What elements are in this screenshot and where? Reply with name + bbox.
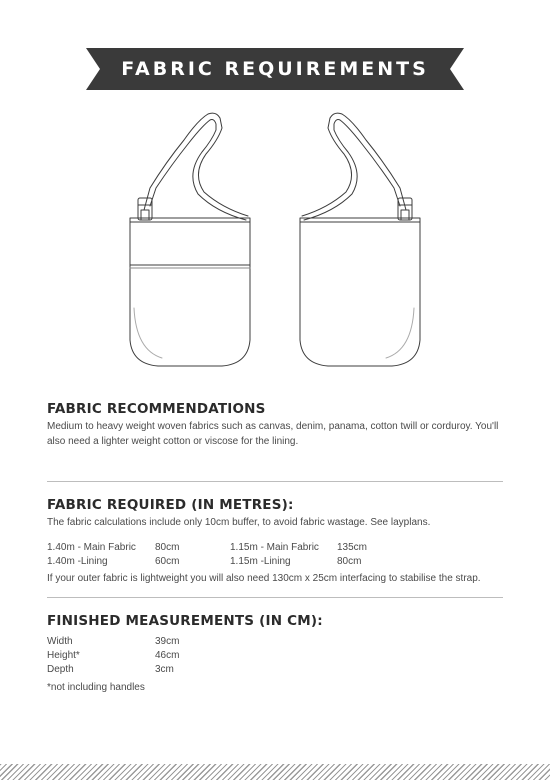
title-banner (86, 48, 464, 90)
finished-measurements-section (47, 613, 503, 629)
divider (47, 597, 503, 598)
measurement-value-width: 39cm (155, 636, 180, 647)
page-title: FABRIC REQUIREMENTS (121, 58, 429, 80)
required-row-2-lining-d: 80cm (337, 556, 362, 567)
measurement-label-width: Width (47, 636, 73, 647)
fabric-required-section (47, 497, 503, 530)
bag-back-view (300, 113, 420, 366)
fabric-required-heading: FABRIC REQUIRED (IN METRES): (47, 497, 294, 513)
divider (47, 481, 503, 482)
required-row-1-main-size-c: 1.15m - Main Fabric (230, 542, 319, 553)
decorative-stripe-band (0, 764, 550, 780)
fabric-recommendations-heading: FABRIC RECOMMENDATIONS (47, 401, 266, 417)
required-row-2-lining-c: 1.15m -Lining (230, 556, 291, 567)
required-row-1-main-size-a: 1.40m - Main Fabric (47, 542, 136, 553)
recommendations-line-1: Medium to heavy weight woven fabrics such as canvas, denim, panama, cotton twill or corduroy. You'll (47, 421, 499, 432)
required-row-1-main-size-b: 80cm (155, 542, 180, 553)
measurement-footnote: *not including handles (47, 682, 145, 693)
bag-front-view (130, 113, 250, 366)
measurement-label-height: Height* (47, 650, 80, 661)
fabric-required-note: The fabric calculations include only 10cm buffer, to avoid fabric wastage. See layplans. (47, 517, 431, 528)
recommendations-line-2: also need a lighter weight cotton or viscose for the lining. (47, 436, 299, 447)
finished-measurements-heading: FINISHED MEASUREMENTS (IN CM): (47, 613, 323, 629)
required-row-2-lining-b: 60cm (155, 556, 180, 567)
required-row-1-main-size-d: 135cm (337, 542, 368, 553)
required-row-2-lining-a: 1.40m -Lining (47, 556, 108, 567)
measurement-value-height: 46cm (155, 650, 180, 661)
measurement-value-depth: 3cm (155, 664, 174, 675)
interfacing-note: If your outer fabric is lightweight you will also need 130cm x 25cm interfacing to stabilise the strap. (47, 573, 481, 584)
bag-illustration (110, 108, 440, 370)
fabric-recommendations-section (47, 401, 503, 449)
measurement-label-depth: Depth (47, 664, 74, 675)
